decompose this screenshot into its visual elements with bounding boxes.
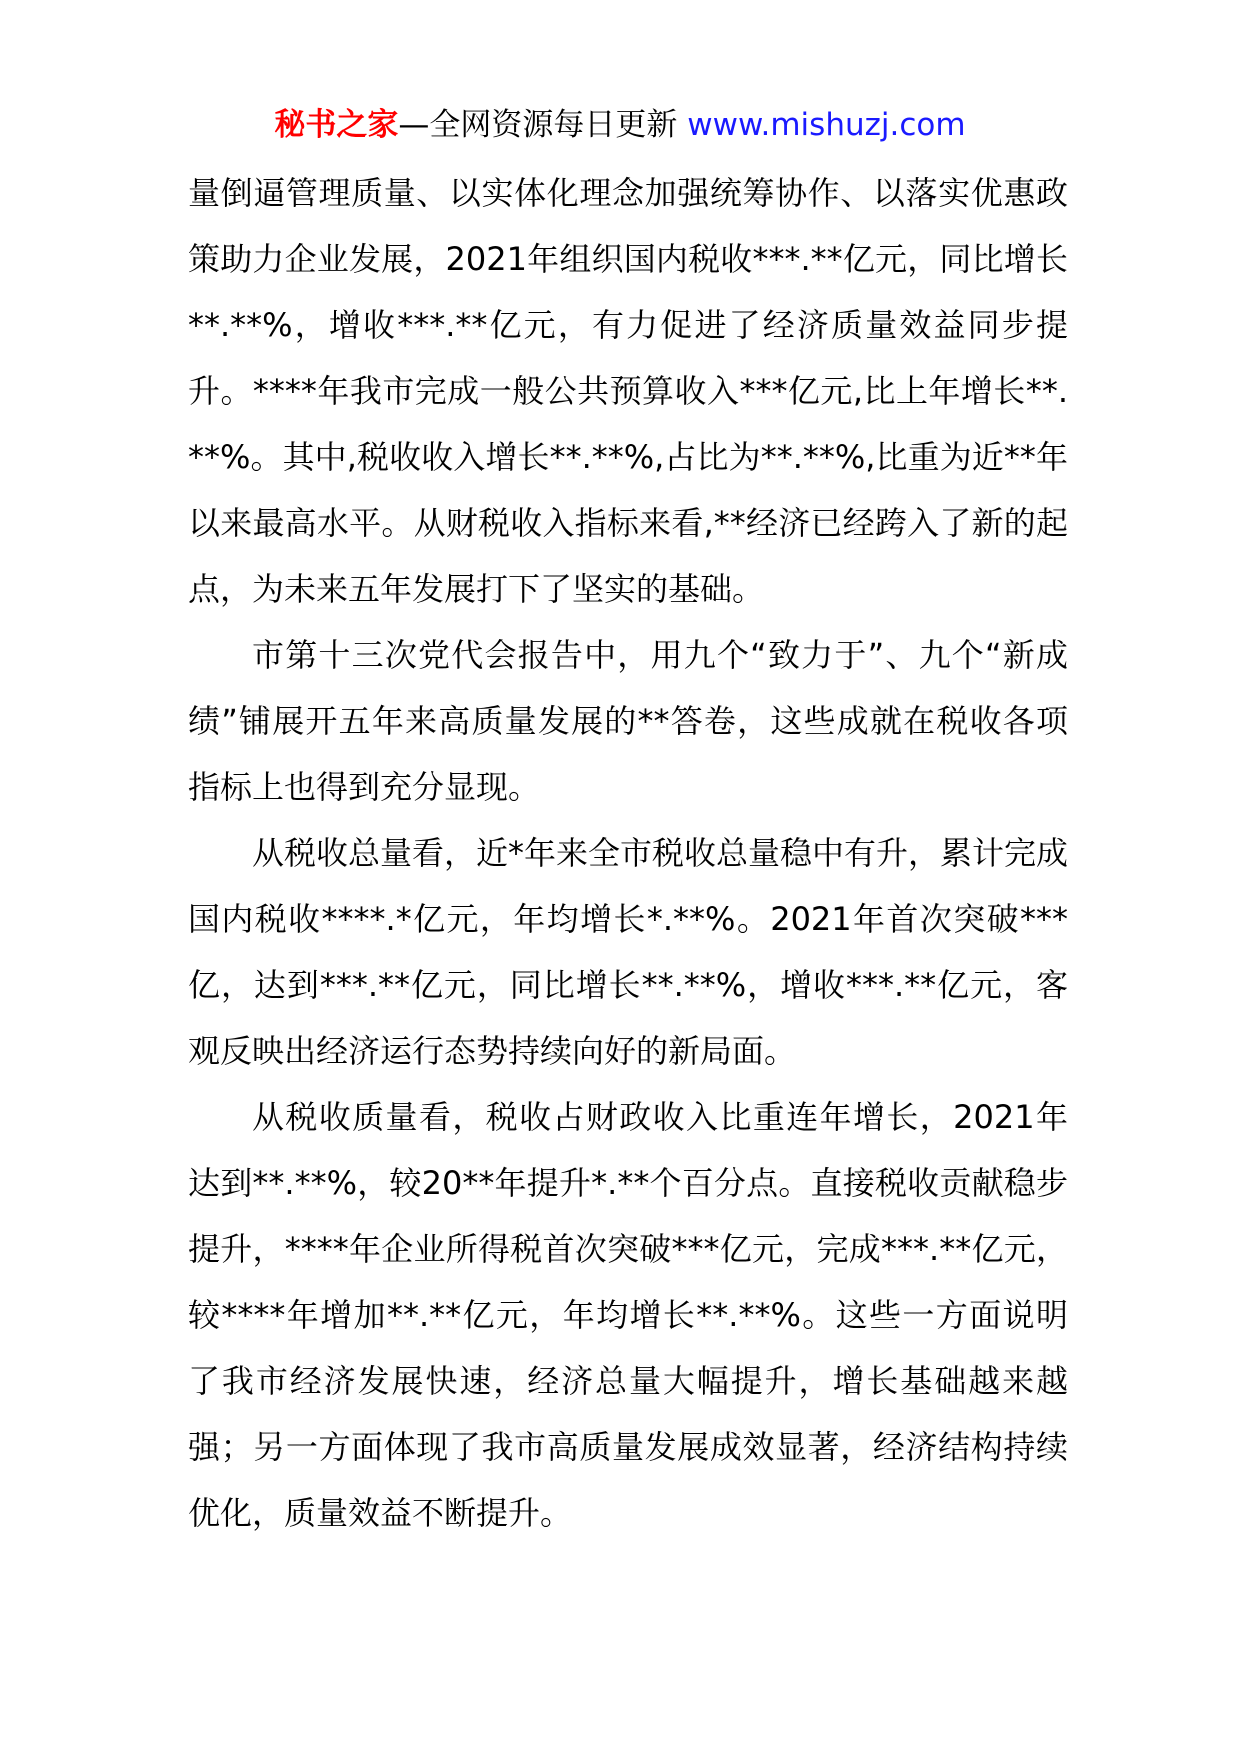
paragraph-tax-quality: 从税收质量看，税收占财政收入比重连年增长，2021年达到**.**%，较20**年提升*.**个百分点。直接税收贡献稳步提升，****年企业所得税首次突破***亿元，完成***.**亿元，较****年增加**.**亿元，年均增长**.**%。这些一方面说明了我市经济发展快速，经济总量大幅提升，增长基础越来越强；另一方面体现了我市高质量发展成效显著，经济结构持续优化，质量效益不断提升。 <box>188 1098 1068 1532</box>
document-body <box>188 160 1068 1546</box>
paragraph-continuation: 量倒逼管理质量、以实体化理念加强统筹协作、以落实优惠政策助力企业发展，2021年组织国内税收***.**亿元，同比增长**.**%，增收***.**亿元，有力促进了经济质量效益同步提升。****年我市完成一般公共预算收入***亿元,比上年增长**.**%。其中,税收收入增长**.**%,占比为**.**%,比重为近**年以来最高水平。从财税收入指标来看,**经济已经跨入了新的起点，为未来五年发展打下了坚实的基础。 <box>188 174 1068 608</box>
page-header <box>0 100 1240 150</box>
brand-name: 秘书之家 <box>274 107 399 143</box>
header-tagline: —全网资源每日更新 <box>398 107 678 143</box>
website-url[interactable]: www.mishuzj.com <box>687 107 966 143</box>
paragraph-tax-total: 从税收总量看，近*年来全市税收总量稳中有升，累计完成国内税收****.*亿元，年均增长*.**%。2021年首次突破***亿，达到***.**亿元，同比增长**.**%，增收***.**亿元，客观反映出经济运行态势持续向好的新局面。 <box>188 834 1069 1070</box>
paragraph-party-congress: 市第十三次党代会报告中，用九个“致力于”、九个“新成绩”铺展开五年来高质量发展的**答卷，这些成就在税收各项指标上也得到充分显现。 <box>188 636 1068 806</box>
